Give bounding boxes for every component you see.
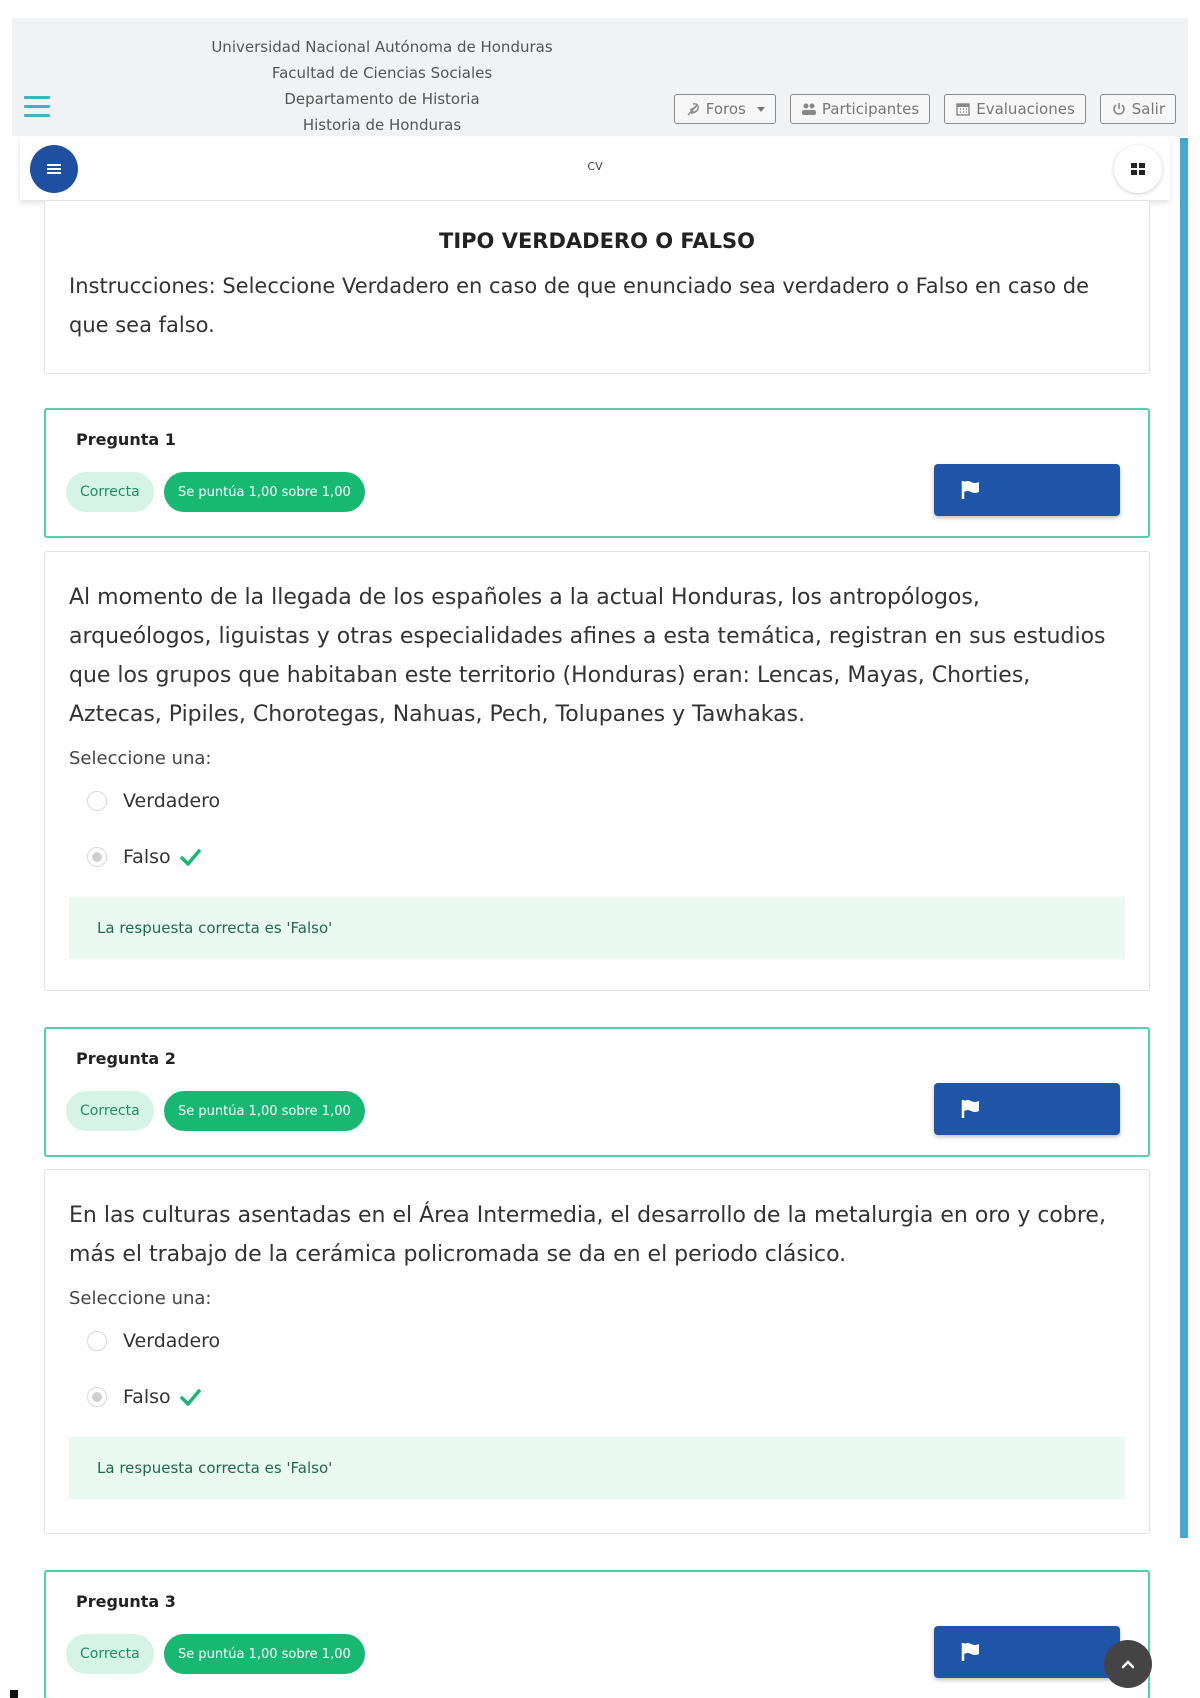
status-badge: Correcta: [66, 472, 154, 512]
option-true-label: Verdadero: [123, 790, 221, 812]
radio-false[interactable]: [87, 847, 107, 867]
forums-button[interactable]: [674, 94, 776, 124]
chevron-up-icon: [1118, 1654, 1138, 1674]
radio-true[interactable]: [87, 791, 107, 811]
scroll-to-top-button[interactable]: [1104, 1640, 1152, 1688]
score-badge: Se puntúa 1,00 sobre 1,00: [164, 1634, 365, 1674]
question-2-body: [44, 1169, 1150, 1534]
quiz-short-title: CV: [587, 160, 603, 173]
participants-label: Participantes: [821, 100, 920, 118]
flag-icon: [960, 1098, 982, 1120]
hamburger-icon[interactable]: [24, 96, 50, 118]
option-false[interactable]: [87, 843, 1149, 871]
answer-prompt: Seleccione una:: [69, 748, 212, 769]
option-true[interactable]: [87, 1327, 1149, 1355]
answer-prompt: Seleccione una:: [69, 1288, 212, 1309]
score-badge: Se puntúa 1,00 sobre 1,00: [164, 1091, 365, 1131]
calendar-icon: [955, 101, 971, 117]
option-true-label: Verdadero: [123, 1330, 221, 1352]
option-false-label: Falso: [123, 846, 171, 868]
institution-block: [182, 34, 582, 138]
status-badge: Correcta: [66, 1091, 154, 1131]
question-number: Pregunta 2: [76, 1049, 176, 1068]
option-true[interactable]: [87, 787, 1149, 815]
section-title: TIPO VERDADERO O FALSO: [439, 229, 755, 253]
participants-button[interactable]: [790, 94, 930, 124]
status-badge: Correcta: [66, 1634, 154, 1674]
institution-name: Universidad Nacional Autónoma de Honduras: [211, 38, 553, 56]
power-icon: [1111, 101, 1127, 117]
grid-icon: [1130, 161, 1146, 177]
check-icon: [179, 1386, 201, 1408]
top-nav: [674, 94, 1176, 124]
radio-true[interactable]: [87, 1331, 107, 1351]
radio-false[interactable]: [87, 1387, 107, 1407]
scrollbar[interactable]: [1180, 138, 1188, 1538]
department-name: Departamento de Historia: [284, 90, 480, 108]
check-icon: [179, 846, 201, 868]
question-text: En las culturas asentadas en el Área Intermedia, el desarrollo de la metalurgia en oro y cobre, más el trabajo de la cerámica policromada se da en el periodo clásico.: [69, 1203, 1106, 1267]
flag-question-button[interactable]: [934, 464, 1120, 516]
exit-label: Salir: [1131, 100, 1165, 118]
faculty-name: Facultad de Ciencias Sociales: [271, 64, 493, 82]
feedback-box: La respuesta correcta es 'Falso': [69, 897, 1125, 959]
question-3-info: [44, 1570, 1150, 1698]
question-1-info: [44, 408, 1150, 538]
feather-icon: [685, 101, 701, 117]
edge-mark: [10, 1690, 18, 1698]
users-icon: [801, 101, 817, 117]
option-false[interactable]: [87, 1383, 1149, 1411]
secondary-bar: [20, 138, 1170, 200]
exit-button[interactable]: [1100, 94, 1176, 124]
question-text: Al momento de la llegada de los españoles a la actual Honduras, los antropólogos, arqueólogos, liguistas y otras especialidades afines a esta temática, registran en sus estudios que los grupos que habitaban este territorio (Honduras) eran: Lencas, Mayas, Chorties, Aztecas, Pipiles, Chorotegas, Nahuas, Pech, Tolupanes y Tawhakas.: [69, 585, 1106, 727]
option-false-label: Falso: [123, 1386, 171, 1408]
question-number: Pregunta 3: [76, 1592, 176, 1611]
feedback-box: La respuesta correcta es 'Falso': [69, 1437, 1125, 1499]
question-number: Pregunta 1: [76, 430, 176, 449]
evaluations-label: Evaluaciones: [976, 100, 1075, 118]
score-badge: Se puntúa 1,00 sobre 1,00: [164, 472, 365, 512]
flag-icon: [960, 1641, 982, 1663]
chevron-down-icon: [757, 107, 765, 112]
instructions-card: [44, 200, 1150, 374]
flag-icon: [960, 479, 982, 501]
evaluations-button[interactable]: [944, 94, 1086, 124]
top-header: [12, 18, 1188, 136]
quiz-navigation-button[interactable]: [1114, 145, 1162, 193]
question-2-info: [44, 1027, 1150, 1157]
instructions-text: Instrucciones: Seleccione Verdadero en caso de que enunciado sea verdadero o Falso en caso de que sea falso.: [69, 274, 1089, 337]
course-name: Historia de Honduras: [302, 116, 462, 134]
flag-question-button[interactable]: [934, 1083, 1120, 1135]
flag-question-button[interactable]: [934, 1626, 1120, 1678]
forums-label: Foros: [705, 100, 746, 118]
question-1-body: [44, 551, 1150, 991]
